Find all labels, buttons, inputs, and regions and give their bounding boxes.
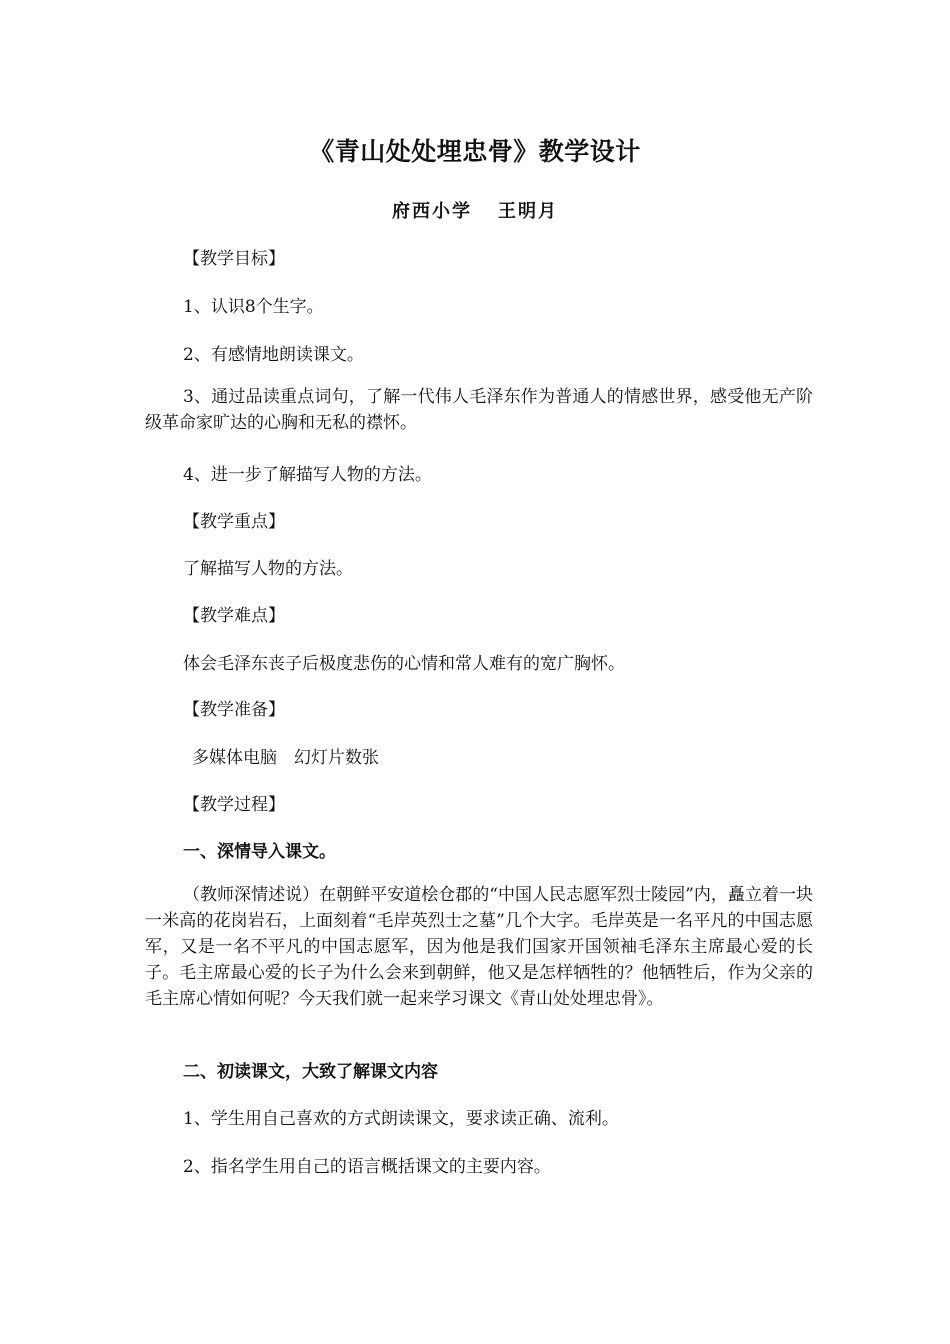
objectives-heading: 【教学目标】 (183, 249, 285, 269)
step-2-heading: 二、初读课文，大致了解课文内容 (183, 1062, 438, 1082)
preparation-text: 多媒体电脑 幻灯片数张 (192, 748, 379, 768)
author-name: 王明月 (498, 201, 558, 222)
author-school: 府西小学 (392, 201, 472, 222)
step-1-text: （教师深情述说）在朝鲜平安道桧仓郡的“中国人民志愿军烈士陵园”内，矗立着一块一米高的花岗岩石，上面刻着“毛岸英烈士之墓”几个大字。毛岸英是一名平凡的中国志愿军，又是一名不平凡的中国志愿军，因为他是我们国家开国领袖毛泽东主席最心爱的长子。毛主席最心爱的长子为什么会来到朝鲜，他又是怎样牺牲的？他牺牲后，作为父亲的毛主席心情如何呢？今天我们就一起来学习课文《青山处处埋忠骨》。 (145, 885, 813, 1009)
step-1-heading: 一、深情导入课文。 (183, 842, 336, 862)
objective-1: 1、认识8个生字。 (183, 297, 324, 317)
document-title: 《青山处处埋忠骨》教学设计 (309, 137, 641, 166)
objective-2: 2、有感情地朗读课文。 (183, 345, 364, 365)
objective-4: 4、进一步了解描写人物的方法。 (183, 465, 432, 485)
process-heading: 【教学过程】 (183, 795, 285, 815)
key-points-text: 了解描写人物的方法。 (183, 559, 353, 579)
author-line (0, 197, 950, 223)
objective-3: 3、通过品读重点词句，了解一代伟人毛泽东作为普通人的情感世界，感受他无产阶级革命家旷达的心胸和无私的襟怀。 (145, 387, 813, 433)
difficulties-text: 体会毛泽东丧子后极度悲伤的心情和常人难有的宽广胸怀。 (183, 654, 625, 674)
step-2-item-2: 2、指名学生用自己的语言概括课文的主要内容。 (183, 1157, 551, 1177)
difficulties-heading: 【教学难点】 (183, 606, 285, 626)
key-points-heading: 【教学重点】 (183, 512, 285, 532)
step-2-item-1: 1、学生用自己喜欢的方式朗读课文，要求读正确、流利。 (183, 1109, 619, 1129)
preparation-heading: 【教学准备】 (183, 700, 285, 720)
